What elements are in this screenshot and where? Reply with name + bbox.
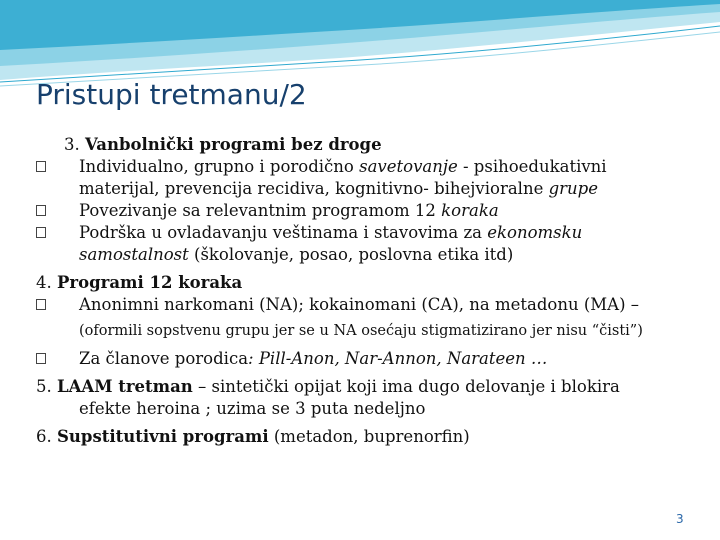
slide-title: Pristupi tretmanu/2 xyxy=(36,78,307,111)
section-title: Supstitutivni programi xyxy=(57,427,269,446)
list-item: Za članove porodica: Pill-Anon, Nar-Annon, Narateen … xyxy=(36,348,706,370)
slide-content xyxy=(36,134,706,448)
list-item: Individualno, grupno i porodično savetovanje - psihoedukativni xyxy=(36,156,706,178)
list-item-continuation: materijal, prevencija recidiva, kognitivno- bihejvioralne grupe xyxy=(79,179,598,198)
bullet-box-icon xyxy=(36,205,46,216)
section-number: 5. xyxy=(36,377,57,396)
list-item: Podrška u ovladavanju veštinama i stavovima za ekonomsku xyxy=(36,222,706,244)
section-6-heading: 6. Supstitutivni programi (metadon, buprenorfin) xyxy=(36,427,470,446)
section-3-heading xyxy=(36,134,706,156)
header-wave-decoration xyxy=(0,0,720,90)
section-number: 3. xyxy=(64,135,85,154)
section-title: Vanbolnički programi bez droge xyxy=(85,135,382,154)
section-5-heading: 5. LAAM tretman – sintetički opijat koji ima dugo delovanje i blokira xyxy=(36,377,620,396)
bullet-box-icon xyxy=(36,299,46,310)
list-item: Povezivanje sa relevantnim programom 12 koraka xyxy=(36,200,706,222)
bullet-box-icon xyxy=(36,161,46,172)
bullet-box-icon xyxy=(36,227,46,238)
section-4-heading xyxy=(36,272,706,294)
section-5-continuation: efekte heroina ; uzima se 3 puta nedeljno xyxy=(79,399,426,418)
section-title: Programi 12 koraka xyxy=(57,273,243,292)
page-number: 3 xyxy=(676,512,684,526)
section-title: LAAM tretman xyxy=(57,377,193,396)
list-item-note: (oformili sopstvenu grupu jer se u NA osećaju stigmatizirano jer nisu “čisti”) xyxy=(79,323,643,339)
list-item-continuation: samostalnost (školovanje, posao, poslovna etika itd) xyxy=(79,245,514,264)
list-item: Anonimni narkomani (NA); kokainomani (CA), na metadonu (MA) – xyxy=(36,294,706,316)
section-number: 4. xyxy=(36,273,57,292)
section-number: 6. xyxy=(36,427,57,446)
bullet-box-icon xyxy=(36,353,46,364)
